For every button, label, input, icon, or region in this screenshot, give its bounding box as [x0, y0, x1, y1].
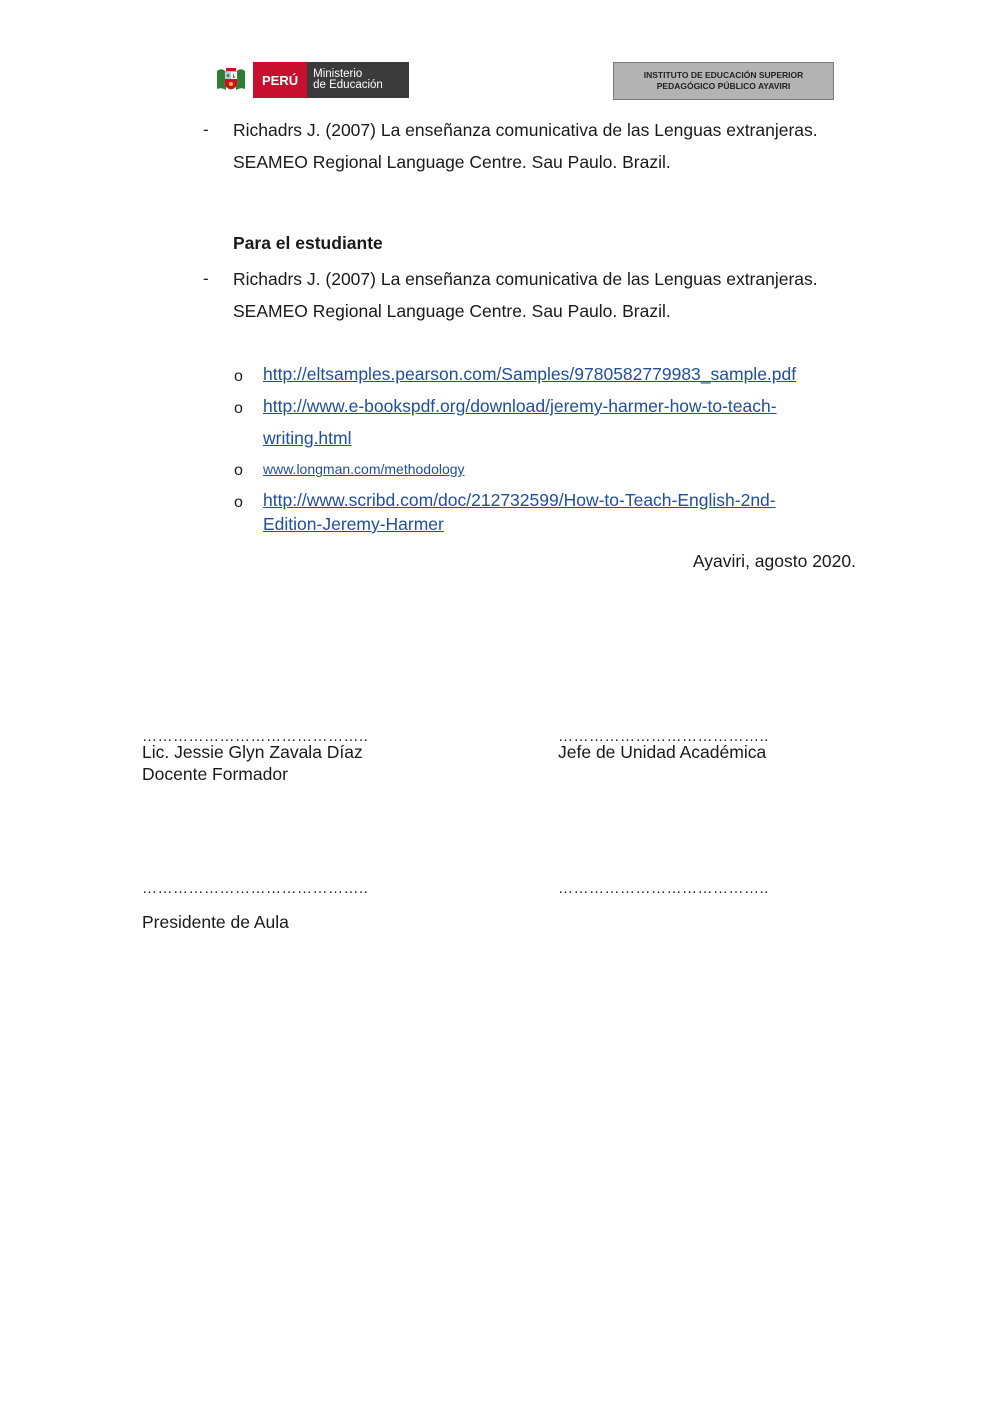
student-reference-line2: SEAMEO Regional Language Centre. Sau Paulo. Brazil. — [233, 301, 671, 321]
signature-line-president: …………………………………….. — [142, 880, 369, 897]
institute-line2: PEDAGÓGICO PÚBLICO AYAVIRI — [656, 81, 791, 91]
link-bullet: o — [234, 462, 243, 479]
link-scribd-line2[interactable]: Edition-Jeremy-Harmer — [263, 514, 444, 534]
reference-bullet: - — [203, 269, 209, 288]
link-bullet: o — [234, 368, 243, 385]
institute-header-box — [613, 62, 834, 100]
reference-bullet: - — [203, 120, 209, 139]
link-pearson-sample[interactable]: http://eltsamples.pearson.com/Samples/9780582779983_sample.pdf — [263, 364, 797, 384]
signature-line-teacher: …………………………………….. — [142, 728, 369, 745]
logo-country-label: PERÚ — [253, 62, 307, 98]
signature-line-extra: ………………………………….. — [558, 880, 769, 897]
student-reference-line1: Richadrs J. (2007) La enseñanza comunicativa de las Lenguas extranjeras. — [233, 269, 818, 289]
teacher-reference-line2: SEAMEO Regional Language Centre. Sau Paulo. Brazil. — [233, 152, 671, 172]
logo-ministry-line1: Ministerio — [313, 68, 363, 80]
logo-ministry-label — [307, 62, 409, 98]
link-ebookspdf-line1[interactable]: http://www.e-bookspdf.org/download/jeremy-harmer-how-to-teach- — [263, 396, 777, 416]
institute-line1: INSTITUTO DE EDUCACIÓN SUPERIOR — [643, 70, 804, 80]
link-longman[interactable]: www.longman.com/methodology — [263, 461, 465, 477]
link-bullet: o — [234, 494, 243, 511]
signature-line-head: ………………………………….. — [558, 728, 769, 745]
teacher-role: Docente Formador — [142, 764, 288, 784]
link-bullet: o — [234, 400, 243, 417]
student-section-heading: Para el estudiante — [233, 233, 383, 253]
link-ebookspdf-line2[interactable]: writing.html — [263, 428, 352, 448]
teacher-name: Lic. Jessie Glyn Zavala Díaz — [142, 742, 363, 762]
coat-of-arms-icon — [213, 62, 249, 98]
president-role: Presidente de Aula — [142, 912, 289, 932]
logo-ministry-line2: de Educación — [313, 79, 383, 91]
ministry-logo — [213, 62, 409, 98]
link-scribd-line1[interactable]: http://www.scribd.com/doc/212732599/How-to-Teach-English-2nd- — [263, 490, 776, 510]
place-date: Ayaviri, agosto 2020. — [692, 551, 856, 571]
head-role: Jefe de Unidad Académica — [558, 742, 767, 762]
teacher-reference-line1: Richadrs J. (2007) La enseñanza comunicativa de las Lenguas extranjeras. — [233, 120, 818, 140]
